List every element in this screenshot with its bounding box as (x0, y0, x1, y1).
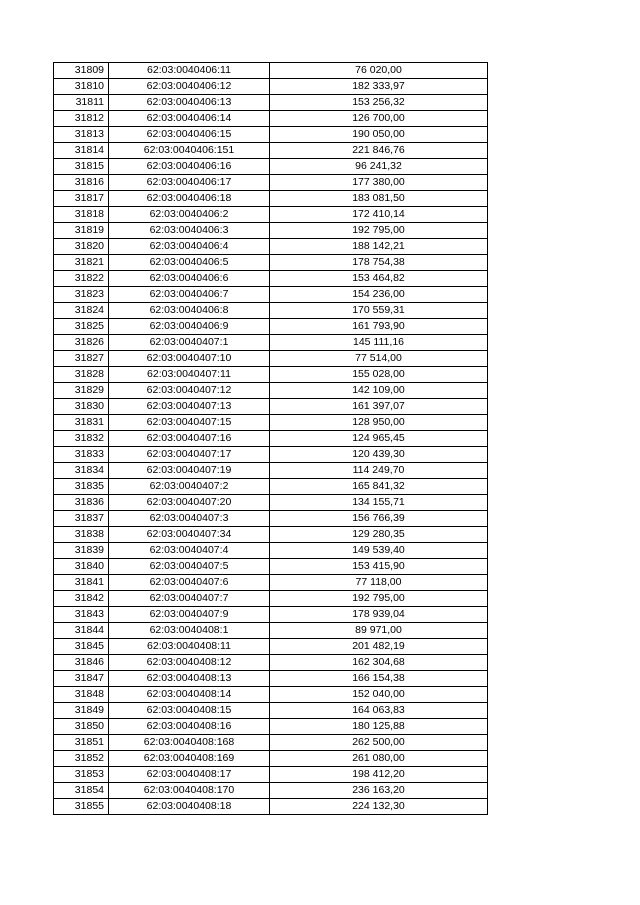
table-row (54, 351, 488, 367)
cadastral-value-cell: 188 142,21 (270, 239, 488, 255)
cadastral-number-cell: 62:03:0040408:16 (109, 719, 270, 735)
table-row (54, 415, 488, 431)
row-number-cell: 31845 (54, 639, 109, 655)
cadastral-value-cell: 165 841,32 (270, 479, 488, 495)
row-number-cell: 31846 (54, 655, 109, 671)
table-row (54, 479, 488, 495)
table-row (54, 383, 488, 399)
cadastral-value-cell: 183 081,50 (270, 191, 488, 207)
row-number-cell: 31837 (54, 511, 109, 527)
table-row (54, 511, 488, 527)
cadastral-value-cell: 142 109,00 (270, 383, 488, 399)
row-number-cell: 31842 (54, 591, 109, 607)
cadastral-value-cell: 77 118,00 (270, 575, 488, 591)
cadastral-number-cell: 62:03:0040408:17 (109, 767, 270, 783)
row-number-cell: 31844 (54, 623, 109, 639)
cadastral-value-cell: 182 333,97 (270, 79, 488, 95)
row-number-cell: 31809 (54, 63, 109, 79)
row-number-cell: 31843 (54, 607, 109, 623)
row-number-cell: 31855 (54, 799, 109, 815)
table-row (54, 751, 488, 767)
cadastral-number-cell: 62:03:0040406:151 (109, 143, 270, 159)
cadastral-value-cell: 134 155,71 (270, 495, 488, 511)
row-number-cell: 31847 (54, 671, 109, 687)
table-row (54, 319, 488, 335)
cadastral-value-cell: 180 125,88 (270, 719, 488, 735)
table-row (54, 271, 488, 287)
row-number-cell: 31820 (54, 239, 109, 255)
table-row (54, 687, 488, 703)
cadastral-value-cell: 153 464,82 (270, 271, 488, 287)
cadastral-number-cell: 62:03:0040407:2 (109, 479, 270, 495)
cadastral-number-cell: 62:03:0040406:2 (109, 207, 270, 223)
cadastral-number-cell: 62:03:0040407:17 (109, 447, 270, 463)
cadastral-value-cell: 114 249,70 (270, 463, 488, 479)
cadastral-number-cell: 62:03:0040406:11 (109, 63, 270, 79)
cadastral-value-cell: 161 793,90 (270, 319, 488, 335)
cadastral-value-cell: 128 950,00 (270, 415, 488, 431)
cadastral-number-cell: 62:03:0040407:7 (109, 591, 270, 607)
cadastral-number-cell: 62:03:0040406:5 (109, 255, 270, 271)
cadastral-value-cell: 261 080,00 (270, 751, 488, 767)
cadastral-value-cell: 155 028,00 (270, 367, 488, 383)
row-number-cell: 31831 (54, 415, 109, 431)
cadastral-number-cell: 62:03:0040407:4 (109, 543, 270, 559)
cadastral-number-cell: 62:03:0040408:12 (109, 655, 270, 671)
cadastral-number-cell: 62:03:0040408:13 (109, 671, 270, 687)
cadastral-number-cell: 62:03:0040406:14 (109, 111, 270, 127)
row-number-cell: 31812 (54, 111, 109, 127)
row-number-cell: 31811 (54, 95, 109, 111)
cadastral-number-cell: 62:03:0040408:1 (109, 623, 270, 639)
table-row (54, 95, 488, 111)
row-number-cell: 31850 (54, 719, 109, 735)
cadastral-value-cell: 152 040,00 (270, 687, 488, 703)
cadastral-value-cell: 89 971,00 (270, 623, 488, 639)
cadastral-number-cell: 62:03:0040406:4 (109, 239, 270, 255)
table-row (54, 79, 488, 95)
table-row (54, 335, 488, 351)
row-number-cell: 31853 (54, 767, 109, 783)
cadastral-value-cell: 170 559,31 (270, 303, 488, 319)
cadastral-number-cell: 62:03:0040406:8 (109, 303, 270, 319)
table-row (54, 303, 488, 319)
row-number-cell: 31814 (54, 143, 109, 159)
cadastral-value-cell: 154 236,00 (270, 287, 488, 303)
row-number-cell: 31838 (54, 527, 109, 543)
table-row (54, 559, 488, 575)
table-row (54, 127, 488, 143)
row-number-cell: 31818 (54, 207, 109, 223)
table-row (54, 175, 488, 191)
row-number-cell: 31836 (54, 495, 109, 511)
cadastral-value-cell: 221 846,76 (270, 143, 488, 159)
cadastral-number-cell: 62:03:0040407:6 (109, 575, 270, 591)
row-number-cell: 31848 (54, 687, 109, 703)
table-row (54, 783, 488, 799)
table-row (54, 799, 488, 815)
cadastral-number-cell: 62:03:0040406:16 (109, 159, 270, 175)
cadastral-value-cell: 164 063,83 (270, 703, 488, 719)
table-row (54, 575, 488, 591)
table-row (54, 447, 488, 463)
cadastral-number-cell: 62:03:0040407:13 (109, 399, 270, 415)
cadastral-value-cell: 156 766,39 (270, 511, 488, 527)
table-row (54, 719, 488, 735)
row-number-cell: 31841 (54, 575, 109, 591)
cadastral-number-cell: 62:03:0040407:9 (109, 607, 270, 623)
table-row (54, 191, 488, 207)
table-row (54, 671, 488, 687)
cadastral-number-cell: 62:03:0040407:5 (109, 559, 270, 575)
cadastral-number-cell: 62:03:0040406:15 (109, 127, 270, 143)
cadastral-number-cell: 62:03:0040408:14 (109, 687, 270, 703)
cadastral-number-cell: 62:03:0040408:168 (109, 735, 270, 751)
row-number-cell: 31834 (54, 463, 109, 479)
row-number-cell: 31826 (54, 335, 109, 351)
row-number-cell: 31817 (54, 191, 109, 207)
cadastral-number-cell: 62:03:0040406:12 (109, 79, 270, 95)
cadastral-number-cell: 62:03:0040406:3 (109, 223, 270, 239)
table-row (54, 655, 488, 671)
table-row (54, 63, 488, 79)
cadastral-number-cell: 62:03:0040407:3 (109, 511, 270, 527)
table-row (54, 111, 488, 127)
row-number-cell: 31829 (54, 383, 109, 399)
row-number-cell: 31839 (54, 543, 109, 559)
row-number-cell: 31821 (54, 255, 109, 271)
cadastral-value-cell: 76 020,00 (270, 63, 488, 79)
cadastral-value-cell: 192 795,00 (270, 591, 488, 607)
row-number-cell: 31822 (54, 271, 109, 287)
table-row (54, 495, 488, 511)
cadastral-number-cell: 62:03:0040407:15 (109, 415, 270, 431)
row-number-cell: 31852 (54, 751, 109, 767)
cadastral-value-cell: 172 410,14 (270, 207, 488, 223)
row-number-cell: 31819 (54, 223, 109, 239)
cadastral-value-cell: 178 939,04 (270, 607, 488, 623)
cadastral-value-cell: 166 154,38 (270, 671, 488, 687)
cadastral-number-cell: 62:03:0040406:13 (109, 95, 270, 111)
cadastral-number-cell: 62:03:0040408:18 (109, 799, 270, 815)
table-body (54, 63, 488, 815)
table-row (54, 367, 488, 383)
table-row (54, 591, 488, 607)
table-row (54, 463, 488, 479)
table-row (54, 287, 488, 303)
cadastral-number-cell: 62:03:0040407:1 (109, 335, 270, 351)
table-row (54, 399, 488, 415)
row-number-cell: 31815 (54, 159, 109, 175)
table-row (54, 239, 488, 255)
row-number-cell: 31833 (54, 447, 109, 463)
cadastral-value-cell: 77 514,00 (270, 351, 488, 367)
cadastral-number-cell: 62:03:0040406:9 (109, 319, 270, 335)
row-number-cell: 31840 (54, 559, 109, 575)
row-number-cell: 31827 (54, 351, 109, 367)
row-number-cell: 31816 (54, 175, 109, 191)
cadastral-value-cell: 120 439,30 (270, 447, 488, 463)
row-number-cell: 31830 (54, 399, 109, 415)
row-number-cell: 31824 (54, 303, 109, 319)
cadastral-number-cell: 62:03:0040407:10 (109, 351, 270, 367)
table-row (54, 767, 488, 783)
table-row (54, 159, 488, 175)
table-row (54, 607, 488, 623)
cadastral-value-cell: 96 241,32 (270, 159, 488, 175)
cadastral-number-cell: 62:03:0040406:6 (109, 271, 270, 287)
data-table-container (53, 62, 487, 815)
table-row (54, 255, 488, 271)
cadastral-number-cell: 62:03:0040408:170 (109, 783, 270, 799)
cadastral-number-cell: 62:03:0040406:18 (109, 191, 270, 207)
table-row (54, 639, 488, 655)
cadastral-value-cell: 129 280,35 (270, 527, 488, 543)
cadastral-value-cell: 224 132,30 (270, 799, 488, 815)
table-row (54, 735, 488, 751)
cadastral-number-cell: 62:03:0040408:11 (109, 639, 270, 655)
cadastral-number-cell: 62:03:0040407:19 (109, 463, 270, 479)
cadastral-number-cell: 62:03:0040407:11 (109, 367, 270, 383)
cadastral-value-cell: 153 415,90 (270, 559, 488, 575)
row-number-cell: 31849 (54, 703, 109, 719)
row-number-cell: 31823 (54, 287, 109, 303)
row-number-cell: 31835 (54, 479, 109, 495)
table-row (54, 223, 488, 239)
cadastral-number-cell: 62:03:0040407:16 (109, 431, 270, 447)
cadastral-value-cell: 126 700,00 (270, 111, 488, 127)
table-row (54, 207, 488, 223)
cadastral-value-cell: 177 380,00 (270, 175, 488, 191)
cadastral-number-cell: 62:03:0040408:169 (109, 751, 270, 767)
row-number-cell: 31854 (54, 783, 109, 799)
cadastral-value-cell: 190 050,00 (270, 127, 488, 143)
table-row (54, 143, 488, 159)
cadastral-number-cell: 62:03:0040408:15 (109, 703, 270, 719)
table-row (54, 623, 488, 639)
table-row (54, 431, 488, 447)
cadastral-value-cell: 201 482,19 (270, 639, 488, 655)
table-row (54, 703, 488, 719)
cadastral-number-cell: 62:03:0040407:12 (109, 383, 270, 399)
cadastral-value-cell: 178 754,38 (270, 255, 488, 271)
row-number-cell: 31828 (54, 367, 109, 383)
cadastral-value-cell: 145 111,16 (270, 335, 488, 351)
row-number-cell: 31851 (54, 735, 109, 751)
cadastral-value-cell: 153 256,32 (270, 95, 488, 111)
table-row (54, 527, 488, 543)
cadastral-number-cell: 62:03:0040407:20 (109, 495, 270, 511)
row-number-cell: 31825 (54, 319, 109, 335)
cadastral-value-cell: 149 539,40 (270, 543, 488, 559)
cadastral-value-cell: 192 795,00 (270, 223, 488, 239)
table-row (54, 543, 488, 559)
cadastral-value-cell: 262 500,00 (270, 735, 488, 751)
cadastral-number-cell: 62:03:0040406:7 (109, 287, 270, 303)
cadastral-value-cell: 236 163,20 (270, 783, 488, 799)
row-number-cell: 31832 (54, 431, 109, 447)
cadastral-value-cell: 198 412,20 (270, 767, 488, 783)
row-number-cell: 31810 (54, 79, 109, 95)
cadastral-number-cell: 62:03:0040406:17 (109, 175, 270, 191)
row-number-cell: 31813 (54, 127, 109, 143)
cadastral-value-cell: 162 304,68 (270, 655, 488, 671)
cadastral-number-cell: 62:03:0040407:34 (109, 527, 270, 543)
data-table (53, 62, 488, 815)
cadastral-value-cell: 161 397,07 (270, 399, 488, 415)
cadastral-value-cell: 124 965,45 (270, 431, 488, 447)
